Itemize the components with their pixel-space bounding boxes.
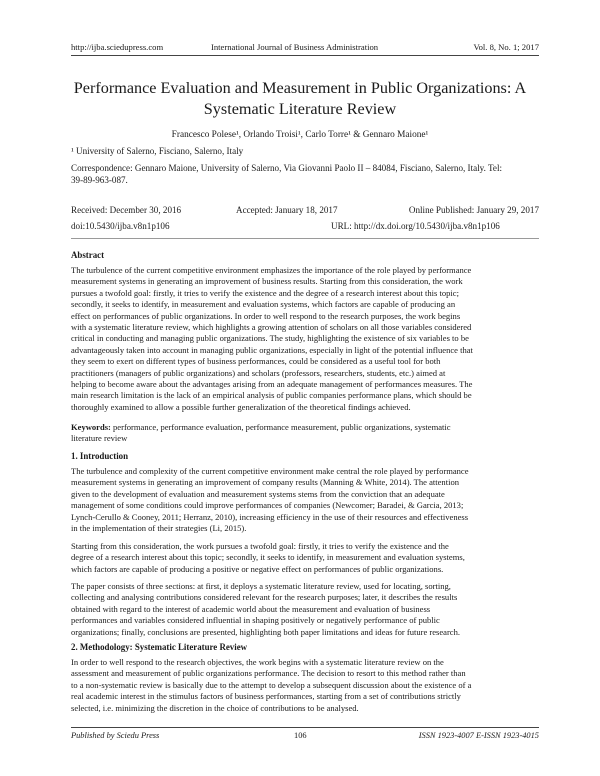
correspondence-line: Correspondence: Gennaro Maione, University of Salerno, Via Giovanni Paolo II – 84084, Fisciano, Salerno, Italy. Tel: [71,163,503,173]
header-divider [71,55,539,56]
text-line: The turbulence and complexity of the current competitive environment make central the role played by performance [71,466,469,476]
text-line: organizations; finally, conclusions are presented, highlighting both paper limitations and ideas for future research. [71,626,461,637]
published-date: Online Published: January 29, 2017 [408,205,539,215]
doi-url[interactable]: URL: http://dx.doi.org/10.5430/ijba.v8n1p106 [331,221,500,231]
abstract-line: main research limitation is the lack of an empirical analysis of public companies performance plans, which should be [71,390,472,401]
abstract-heading: Abstract [71,250,105,260]
correspondence [71,163,540,186]
text-line: given to the development of evaluation and measurement systems stems from the conviction that an adequate [71,488,445,499]
abstract-line: effect on performances of public organizations. In order to well respond to the research purposes, the work begins [71,310,461,321]
footer-publisher: Published by Sciedu Press [71,731,160,740]
abstract-line: pursues a twofold goal: firstly, it tries to verify the existence and the degree of a research interest about this topic; [71,287,459,298]
abstract-line: critical in conducting and managing public organizations. The study, highlighting the existence of six variables to be [71,333,469,344]
text-line: Starting from this consideration, the work pursues a twofold goal: firstly, it tries to verify the existence and the [71,541,449,551]
abstract-line: The turbulence of the current competitive environment emphasizes the importance of the role played by performance [71,265,472,275]
abstract-text [71,265,540,413]
text-line: selected, i.e. minimizing the discretion in the choice of contributions to be analysed. [71,702,359,713]
text-line: which factors are capable of producing a positive or negative effect on performances of public organizations. [71,563,444,574]
text-line: The paper consists of three sections: at first, it deploys a systematic literature review, used for locating, sorting, [71,581,451,591]
affiliation: ¹ University of Salerno, Fisciano, Salerno, Italy [71,146,244,156]
text-line: real academic interest in the stimulus factors of business performances, starting from a set of contributions strictly [71,691,461,702]
text-line: management of some conditions could improve performances of companies (Newcomer; Baradei, & Garcia, 2013; [71,500,464,511]
text-line: assessment and measurement of public organizations performance. The decision to resort to this method rather than [71,668,466,679]
text-line: Lynch-Cerullo & Cooney, 2011; Herranz, 2010), increasing efficiency in the use of their resources and effectiveness [71,511,469,522]
abstract-line: secondly, it seeks to identify, in measurement and evaluation systems, which factors are capable of producing an [71,299,456,310]
intro-paragraph-2 [71,541,540,575]
text-line: to a non-systematic review is basically due to the attempt to develop a subsequent discussion about the existence of a [71,679,472,690]
text-line: in the implementation of their strategies (Li, 2015). [71,523,247,534]
abstract-line: helping to become aware about the advantages arising from an adequate management of performances measures. The [71,379,473,390]
text-line: In order to well respond to the research objectives, the work begins with a systematic literature review on the [71,657,444,667]
text-line: performances and variables considered influential in shaping positively or negatively performance of public [71,615,440,626]
text-line: collecting and analysing contributions considered relevant for the research purposes; later, it describes the results [71,592,458,603]
methodology-paragraph-1 [71,657,540,714]
accepted-date: Accepted: January 18, 2017 [236,205,338,215]
text-line: measurement systems in generating an improvement of company results (Manning & White, 2014). The attention [71,477,460,488]
intro-paragraph-3 [71,581,540,638]
intro-paragraph-1 [71,466,540,534]
abstract-line: advantageously taken into account in managing public organizations, especially in light of the potential influence that [71,344,473,355]
authors: Francesco Polese¹, Orlando Troisi¹, Carlo Torre¹ & Gennaro Maione¹ [171,130,429,140]
abstract-line: measurement systems in generating an improvement of business results. Starting from this consideration, the work [71,276,463,287]
abstract-line: with a systematic literature review, which highlights a growing attention of scholars on all those variables considered [71,322,472,333]
keywords-text: performance, performance evaluation, performance measurement, public organizations, systematic [110,422,451,432]
metadata-divider [71,238,539,239]
page-number: 106 [294,731,307,740]
keywords-text: literature review [71,433,128,444]
section-heading-introduction: 1. Introduction [71,451,129,461]
section-heading-methodology: 2. Methodology: Systematic Literature Review [71,642,248,652]
footer-issn: ISSN 1923-4007 E-ISSN 1923-4015 [418,731,539,740]
text-line: degree of a research interest about this topic; secondly, it seeks to identify, in measurement and evaluation systems, [71,552,465,563]
abstract-line: they seem to exert on different types of business performances, could be considered as a useful tool for both [71,356,441,367]
journal-name: International Journal of Business Administration [211,42,379,52]
footer-divider [71,727,539,728]
paper-title [60,78,540,120]
title-line-1: Performance Evaluation and Measurement in Public Organizations: A [73,79,527,97]
abstract-line: practitioners (managers of public organizations) and scholars (professors, researchers, students, etc.) aimed at [71,367,446,378]
running-header [71,42,539,56]
text-line: obtained with regard to the interest of academic world about the measurement and evaluation of business [71,603,431,614]
doi[interactable]: doi:10.5430/ijba.v8n1p106 [71,221,170,231]
keywords-label: Keywords: [71,422,111,432]
journal-url[interactable]: http://ijba.sciedupress.com [71,42,164,52]
received-date: Received: December 30, 2016 [71,205,182,215]
title-line-2: Systematic Literature Review [203,100,397,118]
correspondence-line: 39-89-963-087. [71,174,128,185]
volume-info: Vol. 8, No. 1; 2017 [473,42,539,52]
abstract-line: thoroughly examined to allow a possible further generalization of the theoretical findings achieved. [71,401,411,412]
keywords [71,422,540,445]
